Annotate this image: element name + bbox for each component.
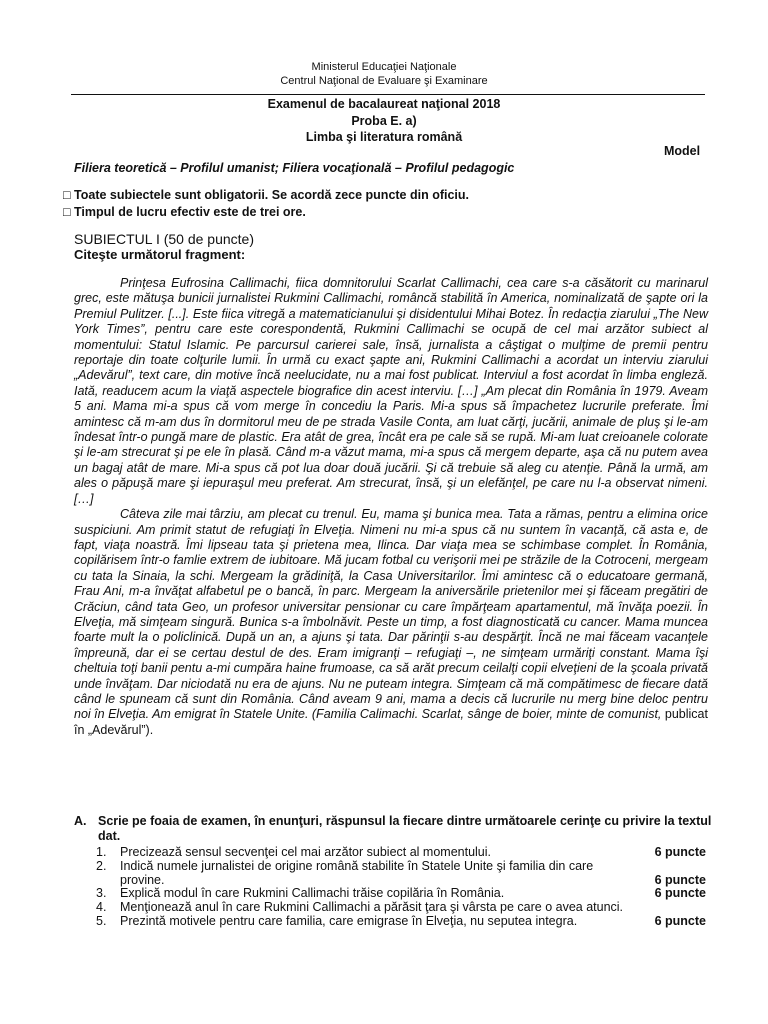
task-header — [74, 814, 714, 844]
task-item — [96, 846, 706, 860]
ministry-name: Ministerul Educaţiei Naţionale — [311, 61, 457, 73]
item-text: Menţionează anul în care Rukmini Callimachi a părăsit ţara şi vârsta pe care o avea atunci. — [120, 900, 624, 915]
item-number: 4. — [96, 900, 107, 915]
item-text: Explică modul în care Rukmini Callimachi trăise copilăria în România. — [120, 886, 505, 901]
task-item — [96, 860, 706, 888]
header-divider — [71, 94, 705, 95]
exam-proba: Proba E. a) — [351, 113, 417, 128]
section-instruction: Citeşte următorul fragment: — [74, 247, 246, 262]
task-item — [96, 915, 706, 929]
rule-item: □ Timpul de lucru efectiv este de trei ore. — [63, 205, 306, 219]
task-instruction: Scrie pe foaia de examen, în enunţuri, răspunsul la fiecare dintre următoarele cerinţe cu privire la textul dat. — [98, 814, 712, 843]
exam-titles — [0, 96, 768, 146]
item-points: 6 puncte — [654, 845, 706, 859]
item-points: 6 puncte — [654, 886, 706, 901]
task-items — [96, 846, 706, 929]
item-text: Precizează sensul secvenţei cel mai arzător subiect al momentului. — [120, 845, 492, 859]
exam-title: Examenul de bacalaureat naţional 2018 — [267, 97, 501, 111]
task-item — [96, 887, 706, 901]
exam-subject: Limba şi literatura română — [305, 130, 463, 144]
fragment-text: Câteva zile mai târziu, am plecat cu trenul. Eu, mama şi bunica mea. Tata a rămas, pentru a elimina orice suspiciuni. Am primit statut de refugiaţi în Elveţia. Nimeni nu mi-a spus că nu suntem în vacanţă, că asta e, de fapt, viaţa noastră. Îmi lipseau tata şi prietena mea, Ilinca. Dar viaţa mea se schimbase complet. În România, copilărisem într-o famlie extrem de iubitoare. Mă jucam fotbal cu verişorii mei pe străzile de la Cotroceni, mergeam cu tata la Sinaia, la schi. Mergeam la grădiniţă, la Casa Universitarilor. Îmi amintesc că o educatoare germană, Frau Ani, m-a învăţat alfabetul pe o bancă, în parc. Mergeam la aniversările prietenilor mei şi făceam pregătiri de Crăciun, când tata Geo, un profesor universitar pensionar cu care împărţeam apartamentul, mă învăţa poezii. În Elveţia, mă simţeam singură. Bunica s-a îmbolnăvit. Peste un timp, a fost diagnosticată cu cancer. Mama muncea foarte mult la o policlinică. După un an, a ajuns şi tata. Dar părinţii s-au despărţit. Încă ne mai făceam vacanţele împreună, dar ei se certau destul de des. Eram imigranţi – refugiaţi –, ne simţeam urmăriţi constant. Mama îşi cheltuia toţi banii pentu a-mi cumpăra haine frumoase, ca să arăt precum ceilalţi copii elveţieni de la şcoala privată unde învăţam. Dar niciodată nu era de ajuns. Nu ne puteam integra. Simţeam că mă compătimesc de fiecare dată când le spuneam că sunt din România. Când aveam 9 ani, mama a decis că lucrurile nu merg bine deloc pentru noi în Elveţia. Am emigrat în Statele Unite. (Familia Calimachi. Scarlat, sânge de boier, minte de comunist, — [74, 507, 708, 722]
item-points: 6 puncte — [654, 913, 706, 928]
item-text-continued: provine. — [120, 872, 165, 887]
item-number: 1. — [96, 845, 107, 859]
text-fragment — [74, 276, 708, 738]
filiera-line: Filiera teoretică – Profilul umanist; Filiera vocaţională – Profilul pedagogic — [74, 161, 515, 175]
item-points: 6 puncte — [654, 872, 706, 887]
evaluation-center: Centrul Naţional de Evaluare şi Examinare — [280, 75, 488, 87]
exam-rules — [63, 187, 469, 221]
task-letter: A. — [74, 814, 87, 828]
task-item — [96, 901, 706, 915]
section-title: SUBIECTUL I (50 de puncte) — [74, 231, 255, 247]
model-label: Model — [664, 144, 701, 158]
item-number: 2. — [96, 858, 107, 873]
item-number: 5. — [96, 913, 107, 928]
fragment-source: publicat în „Adevărul”). — [74, 707, 708, 737]
item-text: Indică numele jurnalistei de origine română stabilite în Statele Unite şi familia din care — [120, 858, 594, 873]
item-text: Prezintă motivele pentru care familia, care emigrase în Elveţia, nu seputea integra. — [120, 913, 578, 928]
item-number: 3. — [96, 886, 107, 901]
section-heading — [74, 231, 254, 263]
rule-item: □ Toate subiectele sunt obligatorii. Se acordă zece puncte din oficiu. — [63, 188, 470, 202]
fragment-paragraph: Prinţesa Eufrosina Callimachi, fiica domnitorului Scarlat Callimachi, cea care s-a căsătorit cu marinarul grec, este mătuşa bunicii jurnalistei Rukmini Callimachi, româncă stabilită în America, nominalizată de şapte ori la Premiul Pulitzer. [...]. Este fiica vitregă a matematicianului şi disidentului Mihai Botez. În redacţia ziarului „The New York Times”, pentru care este corespondentă, Rukmini Callimachi se ocupă de cel mai arzător subiect al momentului: Statul Islamic. Pe parcursul carierei sale, însă, jurnalista a câştigat o mulţime de premii pentru reportaje din toate colţurile lumii. În urmă cu exact şapte ani, Rukmini Callimachi a acordat un interviu ziarului „Adevărul”, text care, din motive încă neelucidate, nu a mai fost publicat. Interviul a fost acordat în limba engleză. Iată, readucem acum la viaţă aspectele biografice din acest interviu. […] „Am plecat din România în 1979. Aveam 5 ani. Mama mi-a spus că vom merge în concediu la Paris. Mi-a spus să împachetez lucrurile preferate. Îmi amintesc că m-am dus în dormitorul meu de pe strada Vasile Conta, am luat cărţi, jucării, animale de pluş şi le-am îndesat într-o pungă mare de plastic. Era atât de grea, încât era pe cale să se rupă. Mi-am luat creioanele colorate şi le-am strecurat şi pe ele în plasă. Când m-a văzut mama, mi-a spus că mergem departe, aşa că nu putem avea un bagaj atât de mare. Mi-a spus că pot lua doar două jucării. Şi că trebuie să aleg cu atenţie. Până la urmă, am ales o păpuşă mare şi iepuraşul meu preferat. Am strecurat, însă, şi un elefănţel, pe care nu l-a observat nimeni. […] — [74, 276, 708, 506]
ministry-header — [0, 60, 768, 88]
fragment-paragraph — [74, 507, 708, 738]
